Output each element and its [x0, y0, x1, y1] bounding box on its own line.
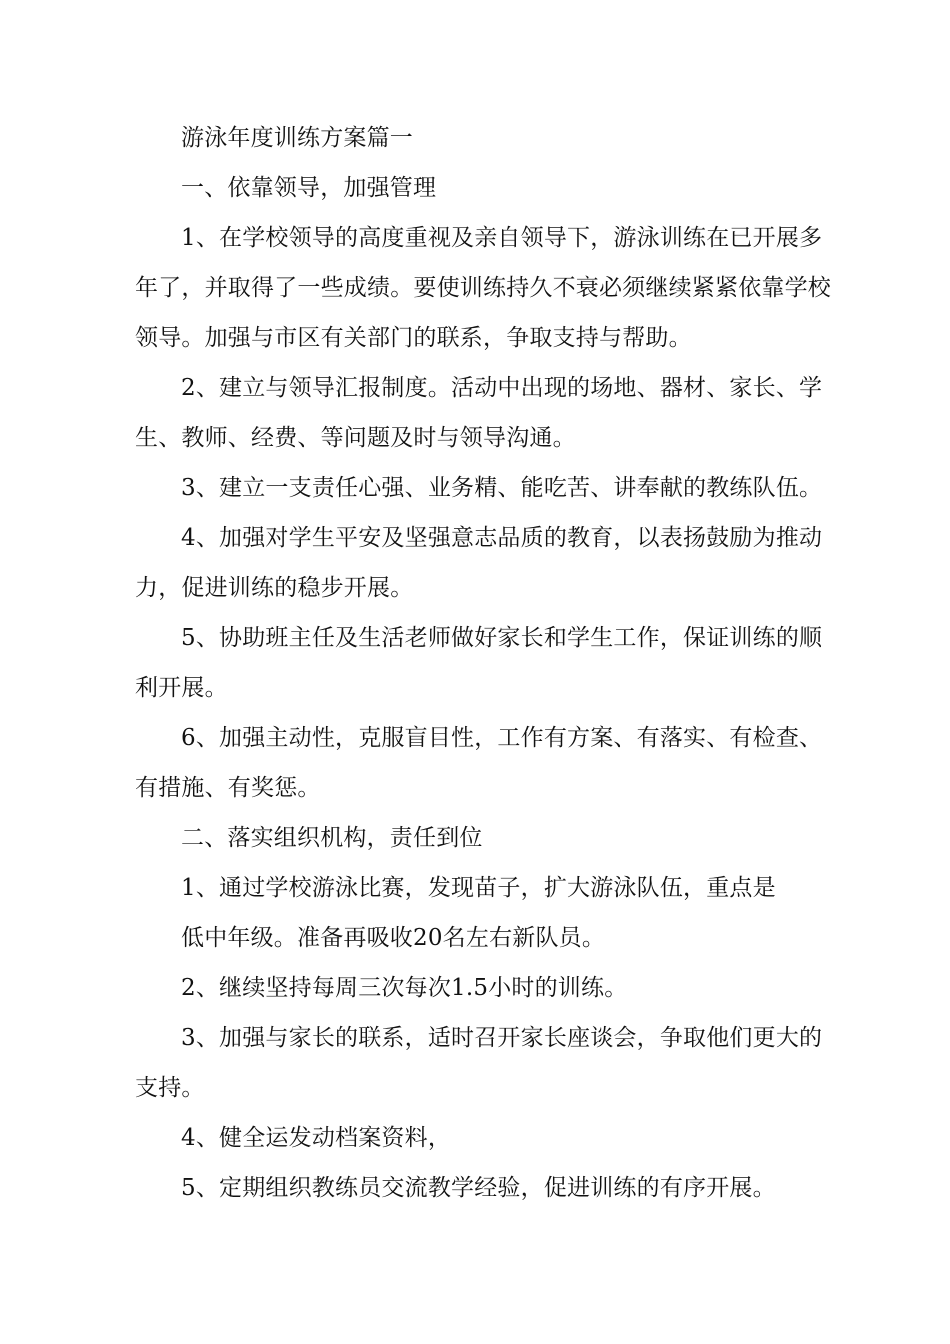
section-2-item-2: 2、继续坚持每周三次每次1.5小时的训练。 [181, 975, 628, 1001]
section-1-item-2: 2、建立与领导汇报制度。活动中出现的场地、器材、家长、学生、教师、经费、等问题及时与领导沟通。 [135, 375, 823, 451]
section-2-item-5: 5、定期组织教练员交流教学经验，促进训练的有序开展。 [181, 1175, 776, 1201]
section-1-item-6: 6、加强主动性，克服盲目性，工作有方案、有落实、有检查、有措施、有奖惩。 [135, 725, 823, 801]
section-1-heading: 一、依靠领导，加强管理 [181, 175, 437, 201]
section-1-item-5: 5、协助班主任及生活老师做好家长和学生工作，保证训练的顺利开展。 [135, 625, 823, 701]
section-2-heading: 二、落实组织机构，责任到位 [181, 825, 483, 851]
document-body [135, 113, 835, 1213]
section-1-item-3: 3、建立一支责任心强、业务精、能吃苦、讲奉献的教练队伍。 [181, 475, 823, 501]
section-1-item-4: 4、加强对学生平安及坚强意志品质的教育，以表扬鼓励为推动力，促进训练的稳步开展。 [135, 525, 823, 601]
section-2-item-1-line-1: 1、通过学校游泳比赛，发现苗子，扩大游泳队伍，重点是 [181, 875, 776, 901]
document-title: 游泳年度训练方案篇一 [181, 125, 413, 151]
section-2-item-3: 3、加强与家长的联系，适时召开家长座谈会，争取他们更大的支持。 [135, 1025, 823, 1101]
section-2-item-1-line-2: 低中年级。准备再吸收20名左右新队员。 [181, 925, 606, 951]
section-2-item-4: 4、健全运发动档案资料， [181, 1125, 452, 1151]
section-1-item-1: 1、在学校领导的高度重视及亲自领导下，游泳训练在已开展多年了，并取得了一些成绩。要使训练持久不衰必须继续紧紧依靠学校领导。加强与市区有关部门的联系，争取支持与帮助。 [135, 225, 831, 351]
